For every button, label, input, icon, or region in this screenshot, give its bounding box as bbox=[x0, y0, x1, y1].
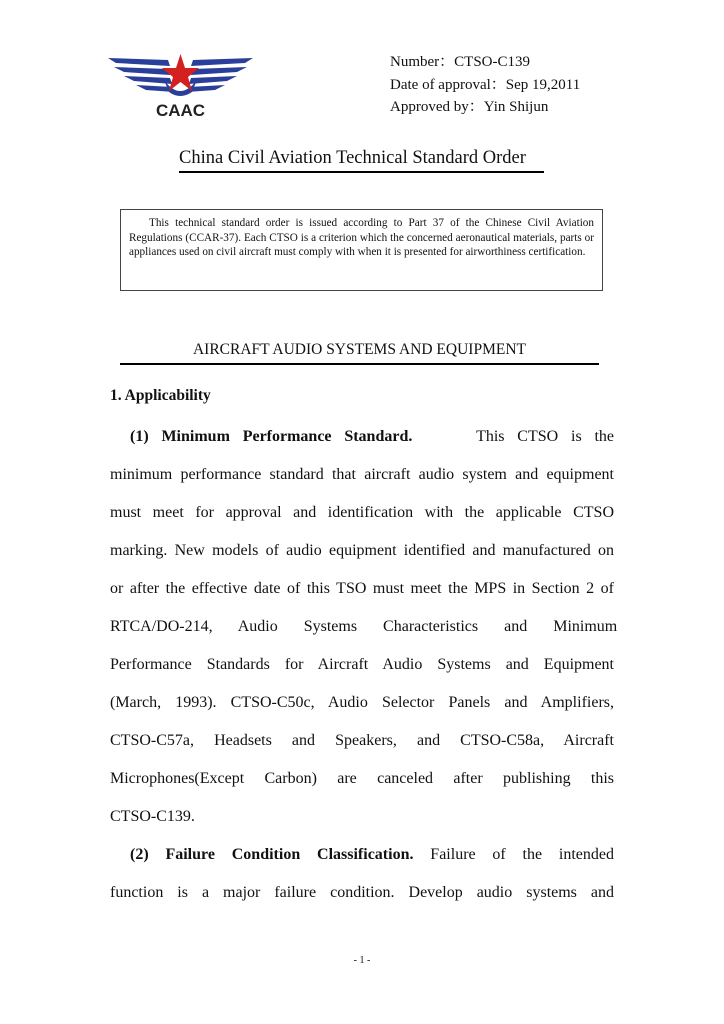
paragraph-line: CTSO-C139. bbox=[110, 808, 195, 825]
paragraph-line: marking. New models of audio equipment identified and manufactured on bbox=[110, 542, 614, 559]
paragraph-line: Microphones(Except Carbon) are canceled after publishing this bbox=[110, 770, 614, 787]
caac-logo bbox=[108, 50, 253, 122]
page-number: - 1 - bbox=[353, 955, 371, 966]
approval-date: Date of approval：Sep 19,2011 bbox=[390, 77, 581, 93]
notice-text: This technical standard order is issued according to Part 37 of the Chinese Civil Aviation Regulations (CCAR-37). Each CTSO is a criterion which the concerned aeronautical materials, parts or appliances used on civil aircraft must comply with when it is presented for airworthiness certification. bbox=[129, 217, 594, 258]
document-title: China Civil Aviation Technical Standard Order bbox=[179, 148, 544, 173]
paragraph-line: CTSO-C57a, Headsets and Speakers, and CTSO-C58a, Aircraft bbox=[110, 732, 614, 749]
paragraph-line: or after the effective date of this TSO must meet the MPS in Section 2 of bbox=[110, 580, 614, 597]
subject-title: AIRCRAFT AUDIO SYSTEMS AND EQUIPMENT bbox=[120, 341, 599, 365]
paragraph-line: Performance Standards for Aircraft Audio Systems and Equipment bbox=[110, 656, 614, 673]
document-number: Number：CTSO-C139 bbox=[390, 54, 530, 70]
paragraph-line: (2) Failure Condition Classification. Failure of the intended bbox=[130, 846, 615, 863]
paragraph-label: (2) Failure Condition Classification. bbox=[130, 846, 414, 863]
paragraph-label: (1) Minimum Performance Standard. bbox=[130, 428, 413, 445]
paragraph-line: RTCA/DO-214, Audio Systems Characteristics and Minimum bbox=[110, 618, 618, 635]
notice-box bbox=[120, 209, 603, 291]
caac-wings-icon bbox=[108, 50, 253, 122]
paragraph-line: must meet for approval and identification with the applicable CTSO bbox=[110, 504, 614, 521]
paragraph-line: function is a major failure condition. Develop audio systems and bbox=[110, 884, 614, 901]
svg-text:CAAC: CAAC bbox=[155, 101, 206, 120]
paragraph-line: (March, 1993). CTSO-C50c, Audio Selector Panels and Amplifiers, bbox=[110, 694, 614, 711]
paragraph-line: (1) Minimum Performance Standard. This CTSO is the bbox=[130, 428, 615, 445]
paragraph-line: minimum performance standard that aircraft audio system and equipment bbox=[110, 466, 614, 483]
approved-by: Approved by：Yin Shijun bbox=[390, 99, 549, 115]
section-heading: 1. Applicability bbox=[110, 387, 211, 404]
